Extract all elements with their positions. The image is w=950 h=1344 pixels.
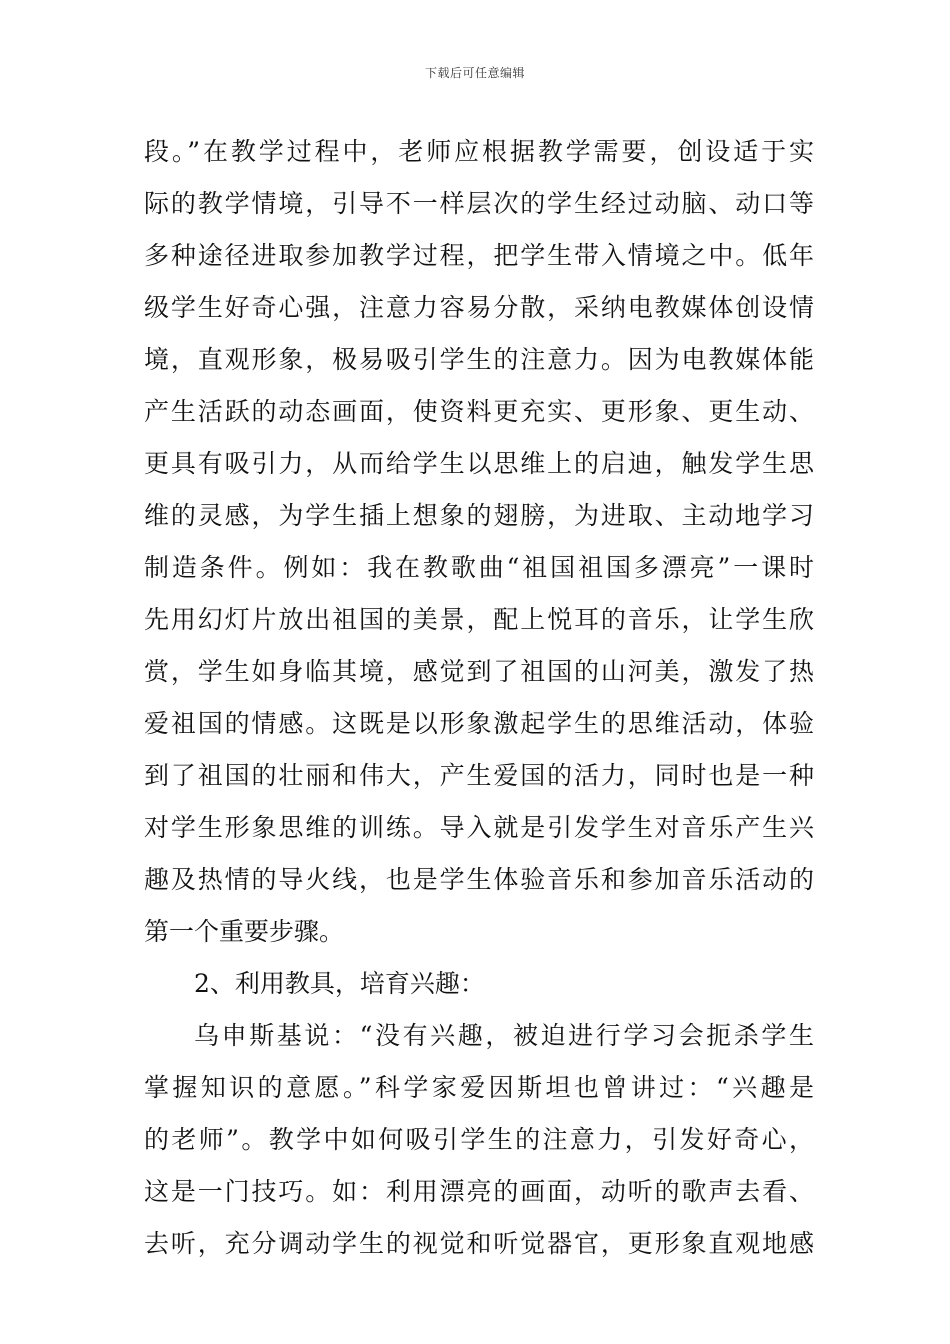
text-line: 段。”在教学过程中，老师应根据教学需要，创设适于实 [144, 137, 814, 166]
text-line: 赏，学生如身临其境，感觉到了祖国的山河美，激发了热 [144, 657, 814, 686]
text-line: 爱祖国的情感。这既是以形象激起学生的思维活动，体验 [144, 709, 814, 738]
text-line: 制造条件。例如：我在教歌曲“祖国祖国多漂亮”一课时 [144, 553, 814, 582]
text-line: 去听，充分调动学生的视觉和听觉器官，更形象直观地感 [144, 1229, 814, 1258]
text-line: 对学生形象思维的训练。导入就是引发学生对音乐产生兴 [144, 813, 814, 842]
text-line: 掌握知识的意愿。”科学家爱因斯坦也曾讲过：“兴趣是 [144, 1073, 814, 1102]
text-line: 先用幻灯片放出祖国的美景，配上悦耳的音乐，让学生欣 [144, 605, 814, 634]
text-line: 这是一门技巧。如：利用漂亮的画面，动听的歌声去看、 [144, 1177, 814, 1206]
text-line: 到了祖国的壮丽和伟大，产生爱国的活力，同时也是一种 [144, 761, 814, 790]
text-line: 乌申斯基说：“没有兴趣，被迫进行学习会扼杀学生 [194, 1021, 814, 1050]
text-line: 维的灵感，为学生插上想象的翅膀，为进取、主动地学习 [144, 501, 814, 530]
text-line: 更具有吸引力，从而给学生以思维上的启迪，触发学生思 [144, 449, 814, 478]
text-line: 的老师”。教学中如何吸引学生的注意力，引发好奇心， [144, 1125, 814, 1154]
text-line: 级学生好奇心强，注意力容易分散，采纳电教媒体创设情 [144, 293, 814, 322]
section-heading: 2、利用教具，培育兴趣： [194, 969, 485, 998]
document-body [144, 126, 814, 1270]
text-line: 产生活跃的动态画面，使资料更充实、更形象、更生动、 [144, 397, 814, 426]
text-line: 第一个重要步骤。 [144, 917, 345, 946]
text-line: 多种途径进取参加教学过程，把学生带入情境之中。低年 [144, 241, 814, 270]
text-line: 境，直观形象，极易吸引学生的注意力。因为电教媒体能 [144, 345, 814, 374]
text-line: 趣及热情的导火线，也是学生体验音乐和参加音乐活动的 [144, 865, 814, 894]
text-line: 际的教学情境，引导不一样层次的学生经过动脑、动口等 [144, 189, 814, 218]
page-header: 下载后可任意编辑 [424, 66, 525, 80]
